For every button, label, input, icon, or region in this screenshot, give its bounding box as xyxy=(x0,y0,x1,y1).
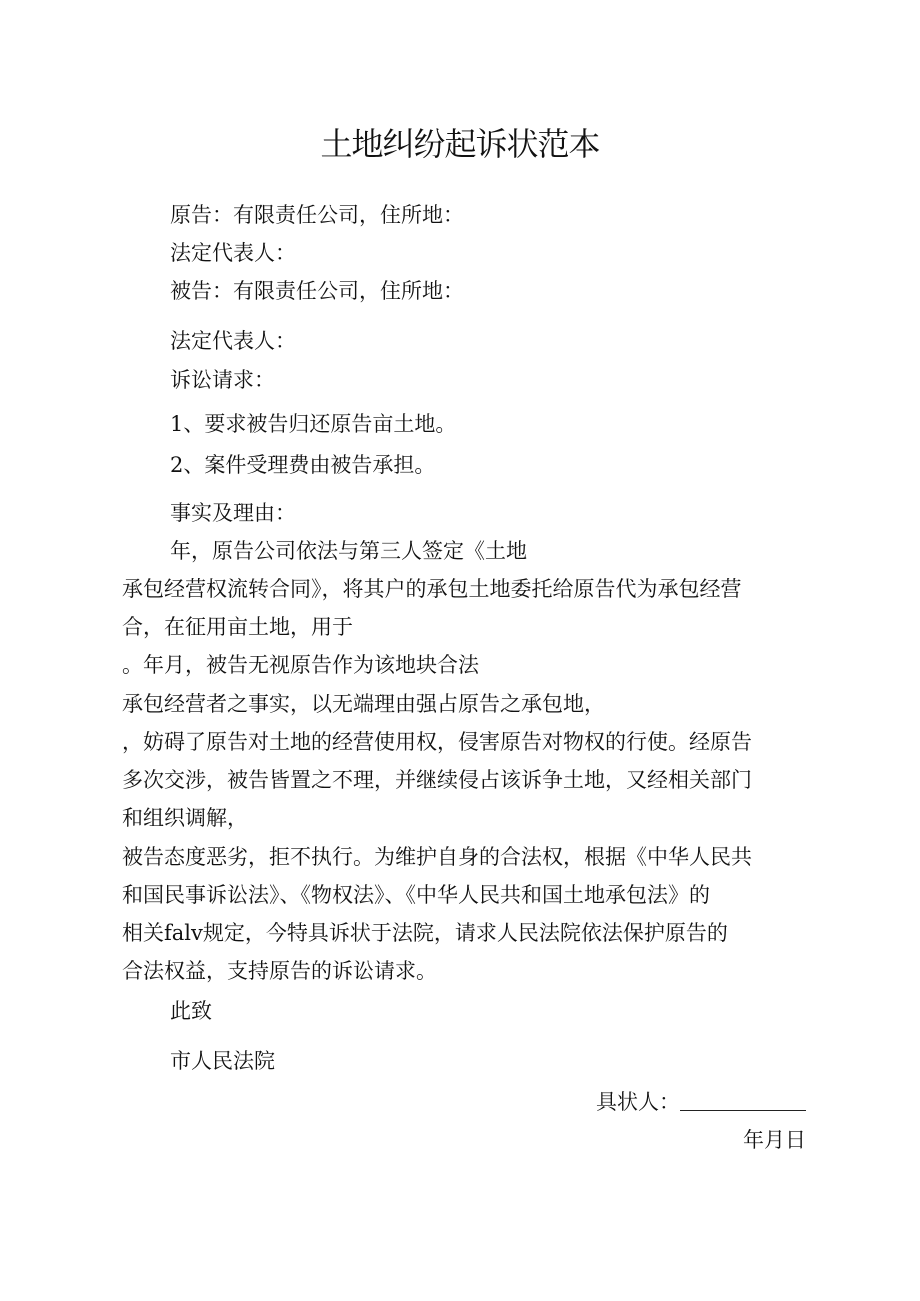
defendant-line: 被告：有限责任公司，住所地： xyxy=(170,279,464,303)
facts-line: 多次交涉，被告皆置之不理，并继续侵占该诉争土地，又经相关部门 xyxy=(122,768,752,792)
facts-line: 年，原告公司依法与第三人签定《土地 xyxy=(170,539,527,563)
salutation: 此致 xyxy=(170,999,212,1023)
plaintiff-representative-line: 法定代表人： xyxy=(170,241,296,265)
facts-line: 相关falv规定，今特具诉状于法院，请求人民法院依法保护原告的 xyxy=(122,921,728,945)
claims-heading: 诉讼请求： xyxy=(170,368,275,392)
court-name: 市人民法院 xyxy=(170,1049,275,1073)
facts-heading: 事实及理由： xyxy=(170,501,296,525)
facts-line: 。年月，被告无视原告作为该地块合法 xyxy=(122,653,479,677)
signer-label: 具状人： xyxy=(596,1090,680,1114)
signer-line xyxy=(596,1087,806,1117)
date-line: 年月日 xyxy=(743,1128,806,1152)
facts-line: 被告态度恶劣，拒不执行。为维护自身的合法权，根据《中华人民共 xyxy=(122,845,752,869)
facts-line: ，妨碍了原告对土地的经营使用权，侵害原告对物权的行使。经原告 xyxy=(122,730,752,754)
facts-line: 合法权益，支持原告的诉讼请求。 xyxy=(122,959,437,983)
claim-item: 2、案件受理费由被告承担。 xyxy=(170,453,436,477)
facts-line: 承包经营者之事实，以无端理由强占原告之承包地， xyxy=(122,692,605,716)
document-title: 土地纠纷起诉状范本 xyxy=(320,125,600,163)
facts-line: 承包经营权流转合同》，将其户的承包土地委托给原告代为承包经营 xyxy=(122,577,742,601)
signature-blank xyxy=(680,1088,806,1111)
defendant-representative-line: 法定代表人： xyxy=(170,329,296,353)
facts-line: 和组织调解， xyxy=(122,806,248,830)
plaintiff-line: 原告：有限责任公司，住所地： xyxy=(170,203,464,227)
facts-line: 合，在征用亩土地，用于 xyxy=(122,615,353,639)
claim-item: 1、要求被告归还原告亩土地。 xyxy=(170,412,457,436)
facts-line: 和国民事诉讼法》、《物权法》、《中华人民共和国土地承包法》的 xyxy=(122,883,710,907)
